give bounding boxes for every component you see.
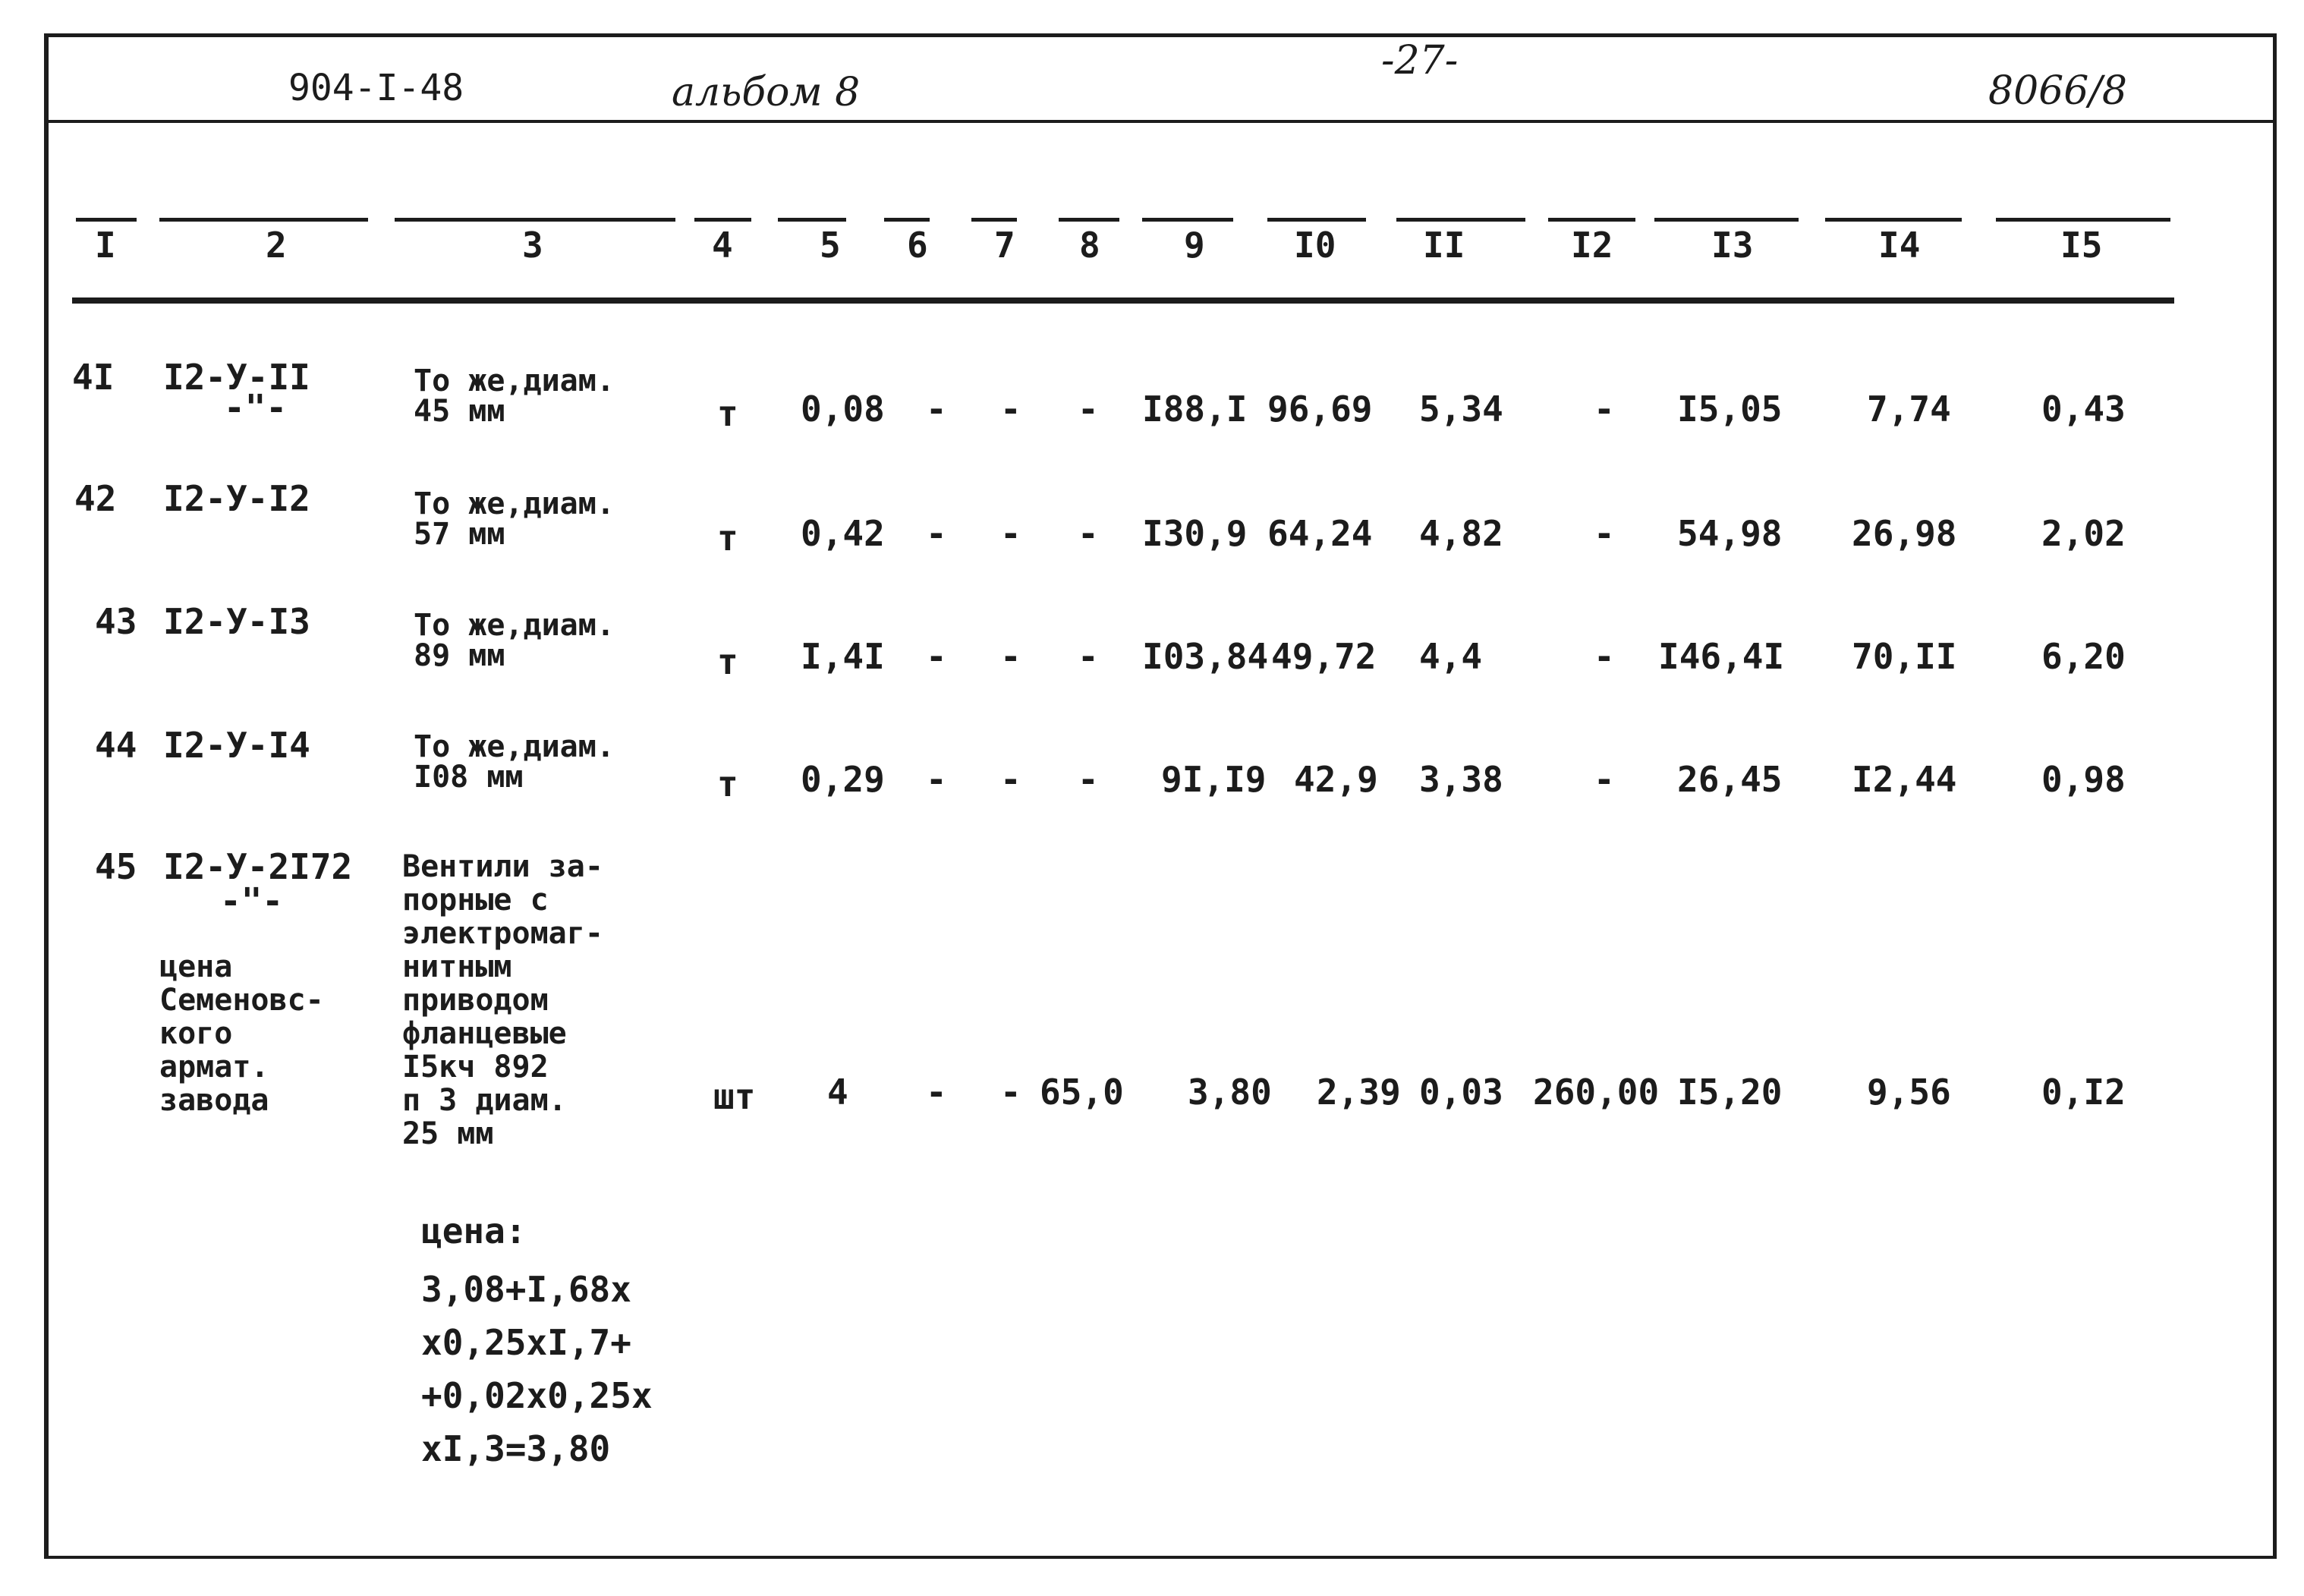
- row-number: 42: [74, 478, 117, 519]
- row-note-line: армат.: [159, 1050, 269, 1084]
- row-unit: т: [717, 518, 738, 559]
- cell-12: -: [1594, 759, 1615, 800]
- price-calc-line: х0,25хI,7+: [421, 1322, 631, 1363]
- cell-10: 2,39: [1317, 1072, 1401, 1113]
- cell-15: 2,02: [2041, 513, 2126, 554]
- col-header-10: I0: [1294, 225, 1336, 266]
- cell-10: 42,9: [1294, 759, 1378, 800]
- table-header-rule: [72, 297, 2174, 304]
- cell-14: I2,44: [1852, 759, 1957, 800]
- cell-12: -: [1594, 513, 1615, 554]
- cell-7: -: [1000, 513, 1021, 554]
- cell-5: 0,29: [801, 759, 885, 800]
- col-dash: [1059, 218, 1119, 222]
- ref-code: 8066/8: [1988, 68, 2127, 114]
- cell-13: I46,4I: [1658, 636, 1785, 677]
- col-header-1: I: [95, 225, 116, 266]
- row-number: 4I: [72, 357, 115, 398]
- cell-9: 3,80: [1188, 1072, 1272, 1113]
- cell-13: I5,05: [1677, 389, 1783, 430]
- cell-11: 4,4: [1419, 636, 1483, 677]
- cell-5: 0,42: [801, 513, 885, 554]
- cell-12: 260,00: [1533, 1072, 1660, 1113]
- col-header-15: I5: [2060, 225, 2103, 266]
- cell-8: -: [1078, 759, 1099, 800]
- row-desc-line: I5кч 892: [402, 1050, 549, 1084]
- row-note-line: цена: [159, 949, 233, 984]
- col-dash: [159, 218, 368, 222]
- cell-15: 0,I2: [2041, 1072, 2126, 1113]
- cell-12: -: [1594, 389, 1615, 430]
- col-header-5: 5: [820, 225, 841, 266]
- col-header-6: 6: [907, 225, 928, 266]
- col-header-13: I3: [1711, 225, 1754, 266]
- cell-5: 4: [827, 1072, 848, 1113]
- row-code: I2-У-II: [163, 357, 310, 398]
- col-dash: [76, 218, 137, 222]
- cell-6: -: [926, 636, 947, 677]
- col-header-2: 2: [266, 225, 287, 266]
- cell-15: 0,43: [2041, 389, 2126, 430]
- col-dash: [778, 218, 846, 222]
- cell-5: 0,08: [801, 389, 885, 430]
- row-desc-line: То же,диам.: [414, 608, 615, 643]
- cell-6: -: [926, 1072, 947, 1113]
- row-number: 44: [95, 725, 137, 766]
- col-header-4: 4: [712, 225, 733, 266]
- row-code: I2-У-2I72: [163, 846, 353, 887]
- row-unit: т: [717, 641, 738, 682]
- row-code-ditto: -"-: [224, 387, 288, 428]
- cell-13: 54,98: [1677, 513, 1783, 554]
- row-code: I2-У-I3: [163, 601, 310, 642]
- row-desc-line: приводом: [402, 983, 549, 1018]
- row-desc-line: 89 мм: [414, 638, 505, 673]
- price-calc-line: цена:: [421, 1210, 527, 1251]
- col-dash: [884, 218, 930, 222]
- col-dash: [395, 218, 675, 222]
- cell-11: 4,82: [1419, 513, 1503, 554]
- cell-9: I30,9: [1142, 513, 1248, 554]
- row-desc-line: нитным: [402, 949, 512, 984]
- cell-8: -: [1078, 513, 1099, 554]
- row-desc-line: электромаг-: [402, 916, 603, 951]
- row-desc-line: п 3 диам.: [402, 1083, 567, 1118]
- row-note-line: Семеновс-: [159, 983, 324, 1018]
- price-calc-line: +0,02х0,25х: [421, 1375, 653, 1416]
- album-label: альбом 8: [672, 70, 861, 115]
- row-code-ditto: -"-: [220, 880, 284, 921]
- cell-8: 65,0: [1040, 1072, 1124, 1113]
- row-unit: шт: [713, 1076, 756, 1117]
- col-dash: [971, 218, 1017, 222]
- col-header-7: 7: [994, 225, 1015, 266]
- row-desc-line: Вентили за-: [402, 849, 603, 884]
- cell-7: -: [1000, 636, 1021, 677]
- row-unit: т: [717, 763, 738, 804]
- cell-10: 96,69: [1267, 389, 1373, 430]
- header-rule: [44, 120, 2277, 123]
- cell-9: 9I,I9: [1161, 759, 1267, 800]
- row-desc-line: 57 мм: [414, 517, 505, 552]
- row-desc-line: То же,диам.: [414, 364, 615, 398]
- cell-12: -: [1594, 636, 1615, 677]
- cell-6: -: [926, 513, 947, 554]
- cell-6: -: [926, 759, 947, 800]
- cell-8: -: [1078, 636, 1099, 677]
- cell-10: 64,24: [1267, 513, 1373, 554]
- col-dash: [1142, 218, 1233, 222]
- col-header-14: I4: [1878, 225, 1921, 266]
- col-dash: [1996, 218, 2170, 222]
- cell-7: -: [1000, 1072, 1021, 1113]
- row-desc-line: фланцевые: [402, 1016, 567, 1051]
- cell-9: I03,84: [1142, 636, 1269, 677]
- col-header-12: I2: [1571, 225, 1613, 266]
- cell-6: -: [926, 389, 947, 430]
- price-calc-line: 3,08+I,68х: [421, 1269, 631, 1310]
- cell-15: 6,20: [2041, 636, 2126, 677]
- row-desc-line: 45 мм: [414, 394, 505, 429]
- cell-9: I88,I: [1142, 389, 1248, 430]
- row-desc-line: То же,диам.: [414, 486, 615, 521]
- col-dash: [1654, 218, 1799, 222]
- col-dash: [1396, 218, 1525, 222]
- col-dash: [1267, 218, 1366, 222]
- cell-8: -: [1078, 389, 1099, 430]
- row-desc-line: I08 мм: [414, 760, 524, 795]
- price-calc-line: хI,3=3,80: [421, 1428, 611, 1469]
- col-header-8: 8: [1079, 225, 1100, 266]
- cell-14: 7,74: [1867, 389, 1951, 430]
- cell-14: 26,98: [1852, 513, 1957, 554]
- cell-7: -: [1000, 389, 1021, 430]
- col-header-11: II: [1423, 225, 1465, 266]
- page-number: -27-: [1381, 38, 1459, 83]
- row-note-line: завода: [159, 1083, 269, 1118]
- cell-15: 0,98: [2041, 759, 2126, 800]
- row-desc-line: То же,диам.: [414, 729, 615, 764]
- row-code: I2-У-I4: [163, 725, 310, 766]
- cell-11: 0,03: [1419, 1072, 1503, 1113]
- row-number: 45: [95, 846, 137, 887]
- col-header-9: 9: [1184, 225, 1205, 266]
- col-dash: [1548, 218, 1635, 222]
- doc-code: 904-I-48: [288, 67, 464, 109]
- cell-11: 5,34: [1419, 389, 1503, 430]
- col-dash: [1825, 218, 1962, 222]
- cell-14: 9,56: [1867, 1072, 1951, 1113]
- col-header-3: 3: [522, 225, 543, 266]
- row-unit: т: [717, 393, 738, 434]
- col-dash: [694, 218, 751, 222]
- row-code: I2-У-I2: [163, 478, 310, 519]
- cell-13: I5,20: [1677, 1072, 1783, 1113]
- row-desc-line: порные с: [402, 883, 549, 918]
- row-desc-line: 25 мм: [402, 1116, 494, 1151]
- cell-14: 70,II: [1852, 636, 1957, 677]
- cell-13: 26,45: [1677, 759, 1783, 800]
- row-number: 43: [95, 601, 137, 642]
- cell-7: -: [1000, 759, 1021, 800]
- cell-5: I,4I: [801, 636, 885, 677]
- cell-11: 3,38: [1419, 759, 1503, 800]
- row-note-line: кого: [159, 1016, 233, 1051]
- cell-10: 49,72: [1271, 636, 1377, 677]
